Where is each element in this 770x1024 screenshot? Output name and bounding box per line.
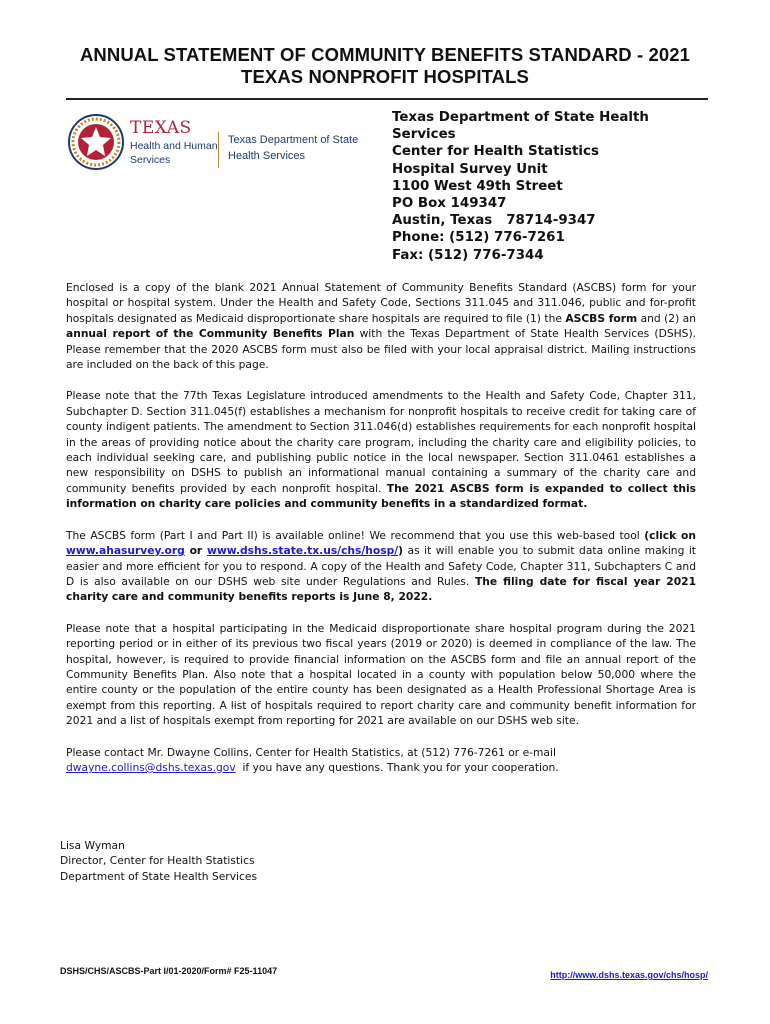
email-link[interactable]: dwayne.collins@dshs.texas.gov — [66, 760, 236, 774]
ahasurvey-link[interactable]: www.ahasurvey.org — [66, 544, 185, 558]
fax-line: Fax: (512) 776-7344 — [392, 247, 544, 263]
address-line: Austin, Texas 78714-9347 — [392, 213, 596, 229]
address-line: Center for Health Statistics — [392, 144, 599, 160]
paragraph-contact: Please contact Mr. Dwayne Collins, Center for Health Statistics, at (512) 776-7261 or e-mail dwayne.collins@dshs.texas.gov if you have any questions. Thank you for your cooperation. — [66, 745, 559, 774]
logo-dshs-line-2: Health Services — [228, 150, 306, 162]
address-line: Services — [392, 127, 456, 143]
paragraph-legislature: Please note that the 77th Texas Legislature introduced amendments to the Health and Safety Code, Chapter 311, Subchapter D. Section 311.045(f) establishes a mechanism for nonprofit hospitals to receive credit for taking care of county indigent patients. The amendment to Section 311.046(d) establishes requirements for each nonprofit hospital in the areas of providing notice about the charity care program, including the charity care and eligibility policies, to each individual seeking care, and publishing public notice in the local newspaper. Section 311.0461 establishes a new responsibility on DSHS to publish an informational manual containing a summary of the charity care and community benefits provided by each nonprofit hospital. The 2021 ASCBS form is expanded to collect this information on charity care policies and community benefits in a standardized format. — [66, 389, 696, 511]
address-line: Texas Department of State Health — [392, 110, 649, 125]
phone-line: Phone: (512) 776-7261 — [392, 230, 565, 246]
address-line: 1100 West 49th Street — [392, 178, 563, 194]
signature-block — [60, 838, 257, 884]
address-line: Hospital Survey Unit — [392, 161, 548, 177]
header-divider — [66, 98, 708, 100]
signer-name: Lisa Wyman — [60, 839, 125, 852]
logo-texas-wordmark: TEXAS — [130, 118, 192, 138]
form-number: DSHS/CHS/ASCBS-Part I/01-2020/Form# F25-11047 — [60, 966, 278, 976]
logo-divider — [218, 132, 219, 168]
paragraph-enclosure: Enclosed is a copy of the blank 2021 Annual Statement of Community Benefits Standard (ASCBS) form for your hospital or hospital system. Under the Health and Safety Code, Sections 311.045 and 311.046, public and for-profit hospitals designated as Medicaid disproportionate share hospitals are required to file (1) the ASCBS form and (2) an annual report of the Community Benefits Plan with the Texas Department of State Health Services (DSHS). Please remember that the 2020 ASCBS form must also be filed with your local appraisal district. Mailing instructions are included on the back of this page. — [66, 281, 697, 372]
address-line: PO Box 149347 — [392, 196, 507, 212]
signer-title: Director, Center for Health Statistics — [60, 854, 255, 868]
mailing-address — [392, 109, 712, 264]
title-line-2: TEXAS NONPROFIT HOSPITALS — [241, 66, 529, 87]
paragraph-compliance: Please note that a hospital participating in the Medicaid disproportionate share hospital program during the 2021 reporting period or in either of its previous two fiscal years (2019 or 2020) is deemed in compliance of the law. The hospital, however, is required to provide financial information on the ASCBS form and file an annual report of the Community Benefits Plan. Also note that a hospital located in a county with population below 50,000 where the entire county or the population of the entire county has been designated as a Health Professional Shortage Area is exempt from this reporting. A list of hospitals required to report charity care and community benefit information for 2021 and a list of hospitals exempt from reporting for 2021 are available on our DSHS web site. — [66, 621, 696, 728]
document-title — [40, 44, 730, 88]
letter-body — [66, 280, 696, 775]
texas-hhs-logo — [68, 110, 358, 174]
logo-hhs-line-2: Services — [130, 154, 171, 166]
dshs-hosp-link[interactable]: www.dshs.state.tx.us/chs/hosp/ — [207, 544, 399, 558]
footer-url-link[interactable]: http://www.dshs.texas.gov/chs/hosp/ — [550, 970, 708, 980]
logo-hhs-line-1: Health and Human — [130, 140, 218, 152]
logo-dshs-line-1: Texas Department of State — [228, 134, 359, 146]
title-line-1: ANNUAL STATEMENT OF COMMUNITY BENEFITS STANDARD - 2021 — [79, 44, 691, 65]
signer-department: Department of State Health Services — [60, 869, 258, 883]
paragraph-online-form: The ASCBS form (Part I and Part II) is available online! We recommend that you use this web-based tool (click on www.ahasurvey.org or www.dshs.state.tx.us/chs/hosp/) as it will enable you to submit data online making it easier and more efficient for you to respond. A copy of the Health and Safety Code, Chapter 311, Subchapters C and D is also available on our DSHS web site under Regulations and Rules. The filing date for fiscal year 2021 charity care and community benefits reports is June 8, 2022. — [66, 528, 696, 604]
